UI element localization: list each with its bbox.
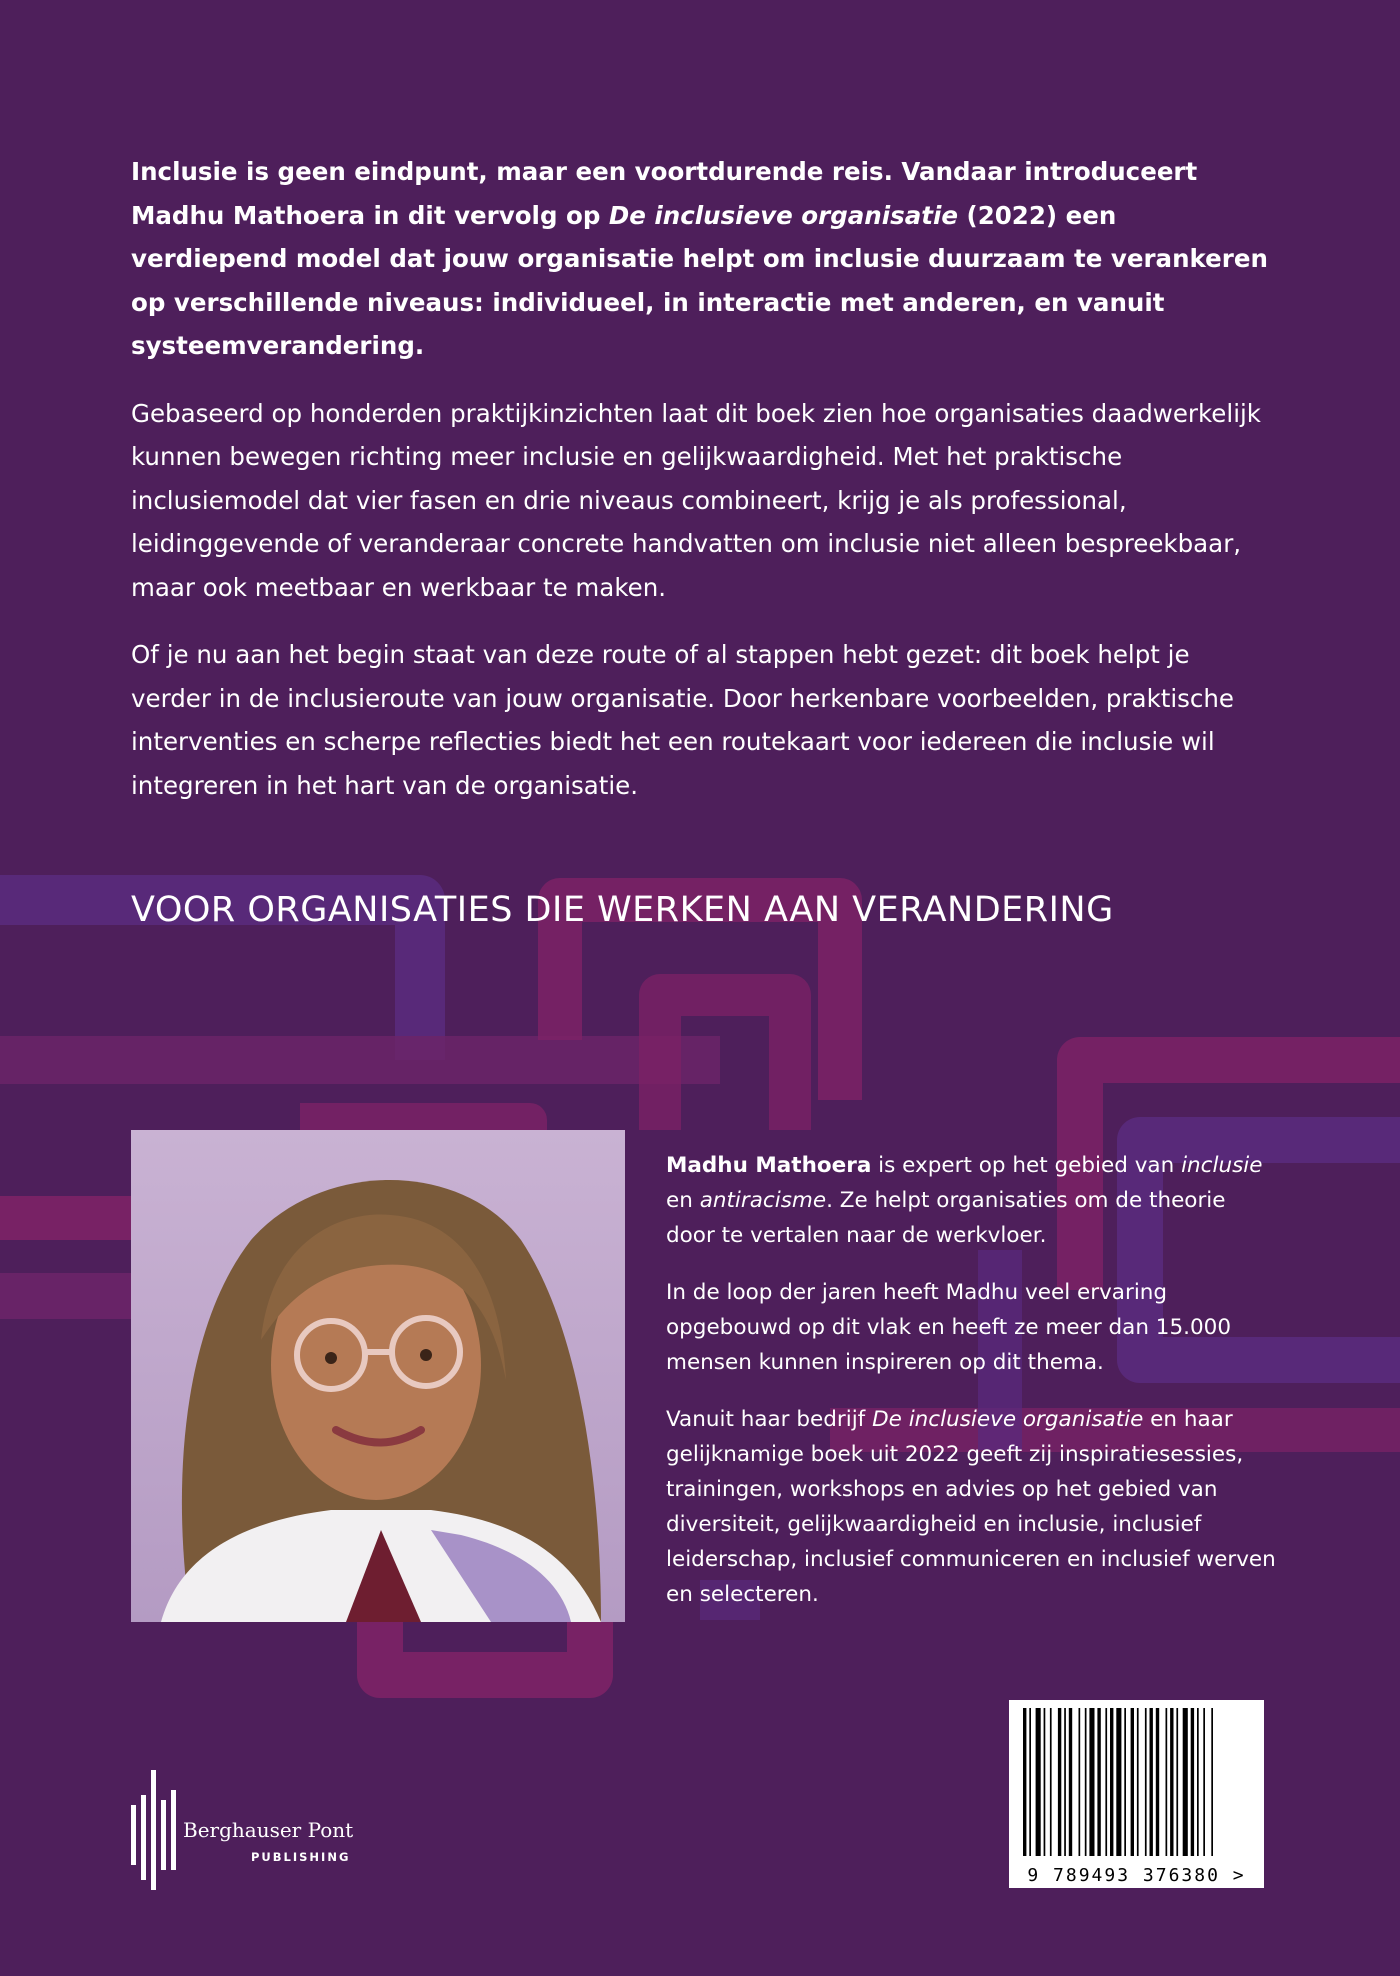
barcode-bar bbox=[1058, 1708, 1061, 1856]
barcode-bar bbox=[1064, 1708, 1066, 1856]
barcode-bar bbox=[1069, 1708, 1072, 1856]
barcode-bar bbox=[1176, 1708, 1178, 1856]
blurb-text bbox=[131, 150, 1271, 831]
publisher-mark-icon bbox=[131, 1770, 179, 1890]
barcode-bar bbox=[1116, 1708, 1121, 1856]
barcode-bar bbox=[1131, 1708, 1134, 1856]
barcode-bar bbox=[1150, 1708, 1153, 1856]
barcode-bar bbox=[1029, 1708, 1031, 1856]
barcode-bar bbox=[1191, 1708, 1194, 1856]
barcode-bar bbox=[1197, 1708, 1199, 1856]
blurb-lead: Inclusie is geen eindpunt, maar een voortdurende reis. Vandaar introduceert Madhu Mathoera in dit vervolg op De inclusieve organisatie (2022) een verdiepend model dat jouw organisatie helpt om inclusie duurzaam te verankeren op verschillende niveaus: individueel, in interactie met anderen, en vanuit systeemverandering. bbox=[131, 157, 1268, 360]
bio-paragraph-3: Vanuit haar bedrijf De inclusieve organisatie en haar gelijknamige boek uit 2022 geeft zij inspiratiesessies, trainingen, workshops en advies op het gebied van diversiteit, gelijkwaardigheid en inclusie, inclusief leiderschap, inclusief communiceren en inclusief werven en selecteren. bbox=[666, 1407, 1276, 1607]
barcode-bar bbox=[1085, 1708, 1087, 1856]
barcode-bar bbox=[1050, 1708, 1052, 1856]
publisher-subtitle: PUBLISHING bbox=[251, 1850, 351, 1864]
author-bio bbox=[666, 1148, 1276, 1634]
barcode-bar bbox=[1124, 1708, 1126, 1856]
blurb-paragraph-2: Of je nu aan het begin staat van deze route of al stappen hebt gezet: dit boek helpt je verder in de inclusieroute van jouw organisatie. Door herkenbare voorbeelden, praktische interventies en scherpe reflecties biedt het een routekaart voor iedereen die inclusie wil integreren in het hart van de organisatie. bbox=[131, 640, 1235, 800]
author-name: Madhu Mathoera bbox=[666, 1153, 872, 1178]
author-portrait-icon bbox=[131, 1130, 625, 1622]
bio-paragraph-1: Madhu Mathoera is expert op het gebied van inclusie en antiracisme. Ze helpt organisaties om de theorie door te vertalen naar de werkvloer. bbox=[666, 1153, 1263, 1248]
barcode-bar bbox=[1089, 1708, 1094, 1856]
blurb-paragraph-1: Gebaseerd op honderden praktijkinzichten laat dit boek zien hoe organisaties daadwerkelijk kunnen bewegen richting meer inclusie en gelijkwaardigheid. Met het praktische inclusiemodel dat vier fasen en drie niveaus combineert, krijg je als professional, leidinggevende of veranderaar concrete handvatten om inclusie niet alleen bespreekbaar, maar ook meetbaar en werkbaar te maken. bbox=[131, 398, 1261, 602]
book-title-reference: De inclusieve organisatie bbox=[608, 200, 958, 230]
isbn-number: 9 789493 376380 > bbox=[1027, 1865, 1246, 1886]
barcode-bar bbox=[1105, 1708, 1107, 1856]
publisher-logo bbox=[131, 1770, 371, 1890]
publisher-name: Berghauser Pont bbox=[183, 1818, 354, 1842]
author-photo bbox=[131, 1130, 625, 1622]
barcode-bar bbox=[1170, 1708, 1173, 1856]
barcode-bar bbox=[1110, 1708, 1113, 1856]
barcode-bar bbox=[1079, 1708, 1081, 1856]
isbn-barcode bbox=[1009, 1700, 1264, 1888]
barcode-bar bbox=[1203, 1708, 1205, 1856]
barcode-bar bbox=[1166, 1708, 1168, 1856]
bio-paragraph-2: In de loop der jaren heeft Madhu veel ervaring opgebouwd op dit vlak en heeft ze meer dan 15.000 mensen kunnen inspireren op dit thema. bbox=[666, 1280, 1232, 1375]
barcode-bar bbox=[1145, 1708, 1147, 1856]
barcode-icon bbox=[1009, 1700, 1264, 1860]
barcode-bar bbox=[1137, 1708, 1139, 1856]
barcode-bar bbox=[1211, 1708, 1213, 1856]
barcode-bar bbox=[1044, 1708, 1046, 1856]
barcode-bar bbox=[1097, 1708, 1100, 1856]
barcode-bar bbox=[1036, 1708, 1041, 1856]
barcode-bar bbox=[1023, 1708, 1026, 1856]
barcode-bar bbox=[1156, 1708, 1159, 1856]
section-heading: VOOR ORGANISATIES DIE WERKEN AAN VERANDERING bbox=[131, 890, 1114, 930]
barcode-bar bbox=[1183, 1708, 1188, 1856]
